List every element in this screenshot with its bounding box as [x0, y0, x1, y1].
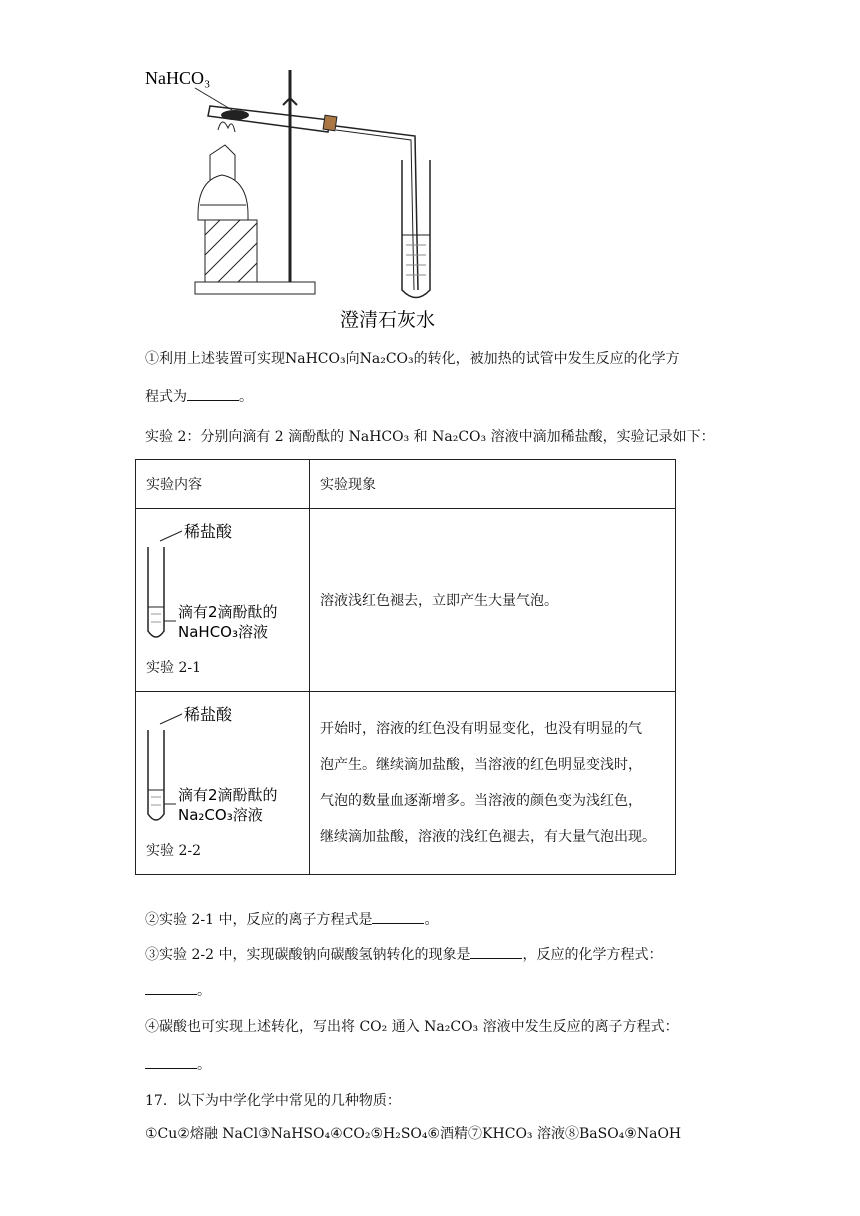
question-1-line2	[145, 386, 253, 407]
experiment-name: 实验 2-1	[146, 660, 201, 676]
question-1-line1: ①利用上述装置可实现NaHCO₃向Na₂CO₃的转化，被加热的试管中发生反应的化学方	[145, 351, 680, 367]
table-row	[136, 509, 676, 692]
experiment-2-1-observation: 溶液浅红色褪去，立即产生大量气泡。	[310, 509, 676, 692]
acid-label: 稀盐酸	[184, 522, 233, 541]
solution-label-line2: NaHCO₃溶液	[178, 623, 268, 641]
answer-blank-2	[372, 909, 424, 924]
experiment-table	[135, 459, 676, 875]
observation-line: 气泡的数量血逐渐增多。当溶液的颜色变为浅红色，	[320, 793, 642, 809]
solution-label-line1: 滴有2滴酚酞的	[178, 786, 278, 804]
answer-blank-4	[145, 1054, 197, 1069]
question-4-line2	[145, 1054, 211, 1075]
question-3-line1	[145, 944, 662, 965]
solution-label-line1: 滴有2滴酚酞的	[178, 603, 278, 621]
answer-blank-1	[187, 386, 239, 401]
question-17-title: 17．以下为中学化学中常见的几种物质：	[145, 1093, 401, 1109]
header-phenomenon: 实验现象	[310, 460, 676, 509]
table-row	[136, 692, 676, 875]
question-3-line2	[145, 980, 211, 1001]
observation-line: 继续滴加盐酸，溶液的浅红色褪去，有大量气泡出现。	[320, 829, 656, 845]
question-2-suffix: 。	[424, 912, 439, 928]
experiment-name: 实验 2-2	[146, 843, 201, 859]
heating-apparatus-figure	[140, 60, 470, 340]
header-content: 实验内容	[136, 460, 310, 509]
question-17-items: ①Cu②熔融 NaCl③NaHSO₄④CO₂⑤H₂SO₄⑥酒精⑦KHCO₃ 溶液⑧BaSO₄⑨NaOH	[145, 1126, 682, 1142]
acid-label: 稀盐酸	[184, 705, 233, 724]
question-2	[145, 909, 438, 930]
experiment-2-intro: 实验 2：分别向滴有 2 滴酚酞的 NaHCO₃ 和 Na₂CO₃ 溶液中滴加稀盐酸，实验记录如下：	[145, 429, 715, 445]
experiment-2-1-content	[136, 509, 310, 692]
answer-blank-3a	[470, 944, 522, 959]
limewater-label: 澄清石灰水	[340, 309, 436, 331]
question-4-line1: ④碳酸也可实现上述转化，写出将 CO₂ 通入 Na₂CO₃ 溶液中发生反应的离子方程式：	[145, 1019, 679, 1035]
answer-blank-3b	[145, 980, 197, 995]
test-tube-diagram	[146, 702, 306, 832]
question-2-prefix: ②实验 2-1 中，反应的离子方程式是	[145, 912, 373, 928]
question-1-line2-suffix: 。	[239, 389, 253, 405]
solution-label-line2: Na₂CO₃溶液	[178, 806, 263, 824]
table-header-row	[136, 460, 676, 509]
nahco3-label: NaHCO₃	[145, 68, 211, 88]
question-1-line2-prefix: 程式为	[145, 389, 187, 405]
observation-line: 泡产生。继续滴加盐酸，当溶液的红色明显变浅时，	[320, 757, 642, 773]
question-3-prefix: ③实验 2-2 中，实现碳酸钠向碳酸氢钠转化的现象是	[145, 947, 471, 963]
question-3-suffix: 。	[197, 983, 211, 999]
experiment-2-2-content	[136, 692, 310, 875]
question-4-suffix: 。	[197, 1057, 211, 1073]
question-3-mid: ，反应的化学方程式：	[522, 947, 663, 963]
test-tube-diagram	[146, 519, 306, 649]
observation-line: 开始时，溶液的红色没有明显变化，也没有明显的气	[320, 721, 642, 737]
experiment-2-2-observation	[310, 692, 676, 875]
